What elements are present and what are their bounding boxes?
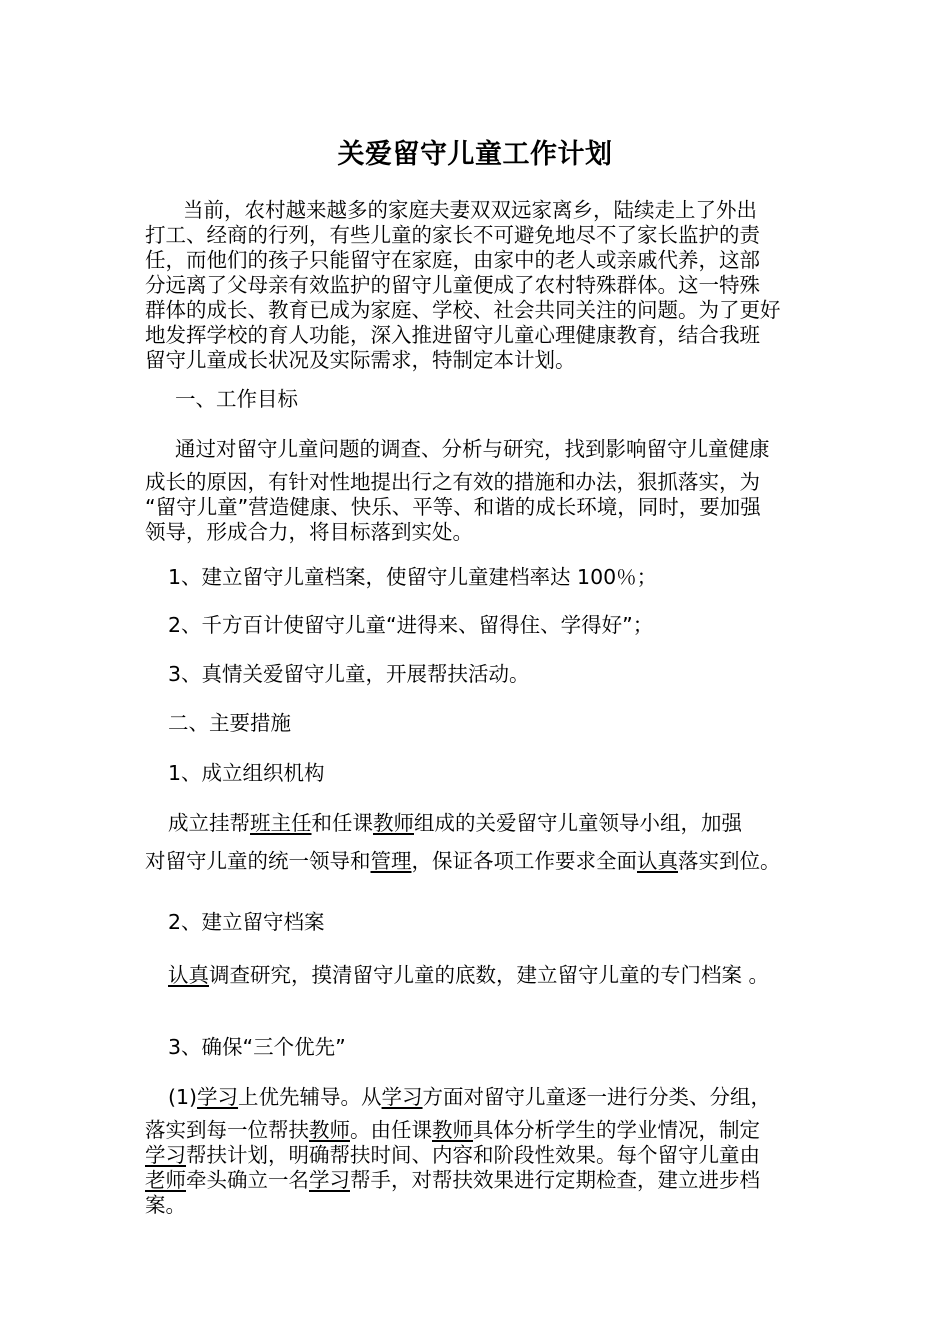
text-run: 和任课 — [311, 811, 373, 835]
text-run: 案。 — [145, 1193, 186, 1217]
measure-text-line — [145, 1193, 815, 1218]
underlined-term: 管理 — [370, 849, 412, 873]
intro-paragraph — [145, 198, 815, 373]
text-run: 落实到每一位帮扶 — [145, 1118, 309, 1142]
document-title: 关爱留守儿童工作计划 — [337, 139, 613, 170]
measure-text-line — [145, 844, 781, 874]
measure-text-line — [168, 806, 742, 836]
underlined-term: 老师 — [145, 1168, 186, 1192]
underlined-term: 认真 — [637, 849, 678, 873]
goals-line: 成长的原因，有针对性地提出行之有效的措施和办法，狠抓落实，为 — [145, 470, 760, 494]
underlined-term: 学习 — [309, 1168, 350, 1192]
text-run: 牵头确立一名 — [186, 1168, 309, 1192]
underlined-term: 教师 — [432, 1118, 473, 1142]
measure-text-line — [168, 1080, 771, 1110]
goal-item: 2、千方百计使留守儿童“进得来、留得住、学得好”； — [168, 613, 654, 637]
text-run: ，保证各项工作要求全面 — [411, 849, 637, 873]
intro-line: 打工、经商的行列，有些儿童的家长不可避免地尽不了家长监护的责 — [145, 223, 760, 247]
text-run: 调查研究，摸清留守儿童的底数，建立留守儿童的专门档案 。 — [209, 963, 770, 987]
text-run: 方面对留守儿童逐一进行分类、分组， — [422, 1085, 772, 1109]
intro-line: 分远离了父母亲有效监护的留守儿童便成了农村特殊群体。这一特殊 — [145, 273, 760, 297]
intro-line: 地发挥学校的育人功能，深入推进留守儿童心理健康教育，结合我班 — [145, 323, 760, 347]
underlined-term: 学习 — [145, 1143, 186, 1167]
underlined-term: 学习 — [381, 1085, 423, 1109]
text-run: 。由任课 — [350, 1118, 432, 1142]
intro-line: 留守儿童成长状况及实际需求，特制定本计划。 — [145, 348, 576, 372]
text-run: 上优先辅导。从 — [238, 1085, 382, 1109]
text-run: 帮扶计划，明确帮扶时间、内容和阶段性效果。每个留守儿童由 — [186, 1143, 760, 1167]
goals-line: “留守儿童”营造健康、快乐、平等、和谐的成长环境，同时，要加强 — [145, 495, 761, 519]
measure-text-line — [168, 958, 769, 988]
measure-heading: 2、建立留守档案 — [168, 910, 325, 934]
underlined-term: 教师 — [309, 1118, 350, 1142]
text-run: 落实到位。 — [678, 849, 781, 873]
measure-text-line — [145, 1118, 815, 1143]
section-heading-measures: 二、主要措施 — [168, 711, 291, 735]
section-heading-goals: 一、工作目标 — [175, 387, 298, 411]
text-run: 帮手，对帮扶效果进行定期检查，建立进步档 — [350, 1168, 760, 1192]
underlined-term: 学习 — [197, 1085, 239, 1109]
measure-paragraph — [145, 1118, 815, 1218]
underlined-term: 教师 — [373, 811, 414, 835]
underlined-term: 班主任 — [250, 811, 312, 835]
underlined-term: 认真 — [168, 963, 209, 987]
goals-paragraph — [145, 470, 815, 545]
text-run: 成立挂帮 — [168, 811, 250, 835]
text-run: 组成的关爱留守儿童领导小组，加强 — [414, 811, 742, 835]
goal-item: 1、建立留守儿童档案，使留守儿童建档率达 100％； — [168, 565, 658, 589]
intro-line: 当前，农村越来越多的家庭夫妻双双远家离乡，陆续走上了外出 — [183, 198, 757, 222]
text-run: (1) — [168, 1085, 198, 1109]
measure-text-line — [145, 1168, 815, 1193]
text-run: 对留守儿童的统一领导和 — [145, 849, 371, 873]
goal-item: 3、真情关爱留守儿童，开展帮扶活动。 — [168, 662, 530, 686]
measure-heading: 3、确保“三个优先” — [168, 1035, 346, 1059]
intro-line: 群体的成长、教育已成为家庭、学校、社会共同关注的问题。为了更好 — [145, 298, 781, 322]
text-run: 具体分析学生的学业情况，制定 — [473, 1118, 760, 1142]
measure-heading: 1、成立组织机构 — [168, 761, 325, 785]
intro-line: 任，而他们的孩子只能留守在家庭，由家中的老人或亲戚代养，这部 — [145, 248, 760, 272]
goals-line: 领导，形成合力，将目标落到实处。 — [145, 520, 473, 544]
goals-line: 通过对留守儿童问题的调查、分析与研究，找到影响留守儿童健康 — [175, 437, 770, 461]
measure-text-line — [145, 1143, 815, 1168]
